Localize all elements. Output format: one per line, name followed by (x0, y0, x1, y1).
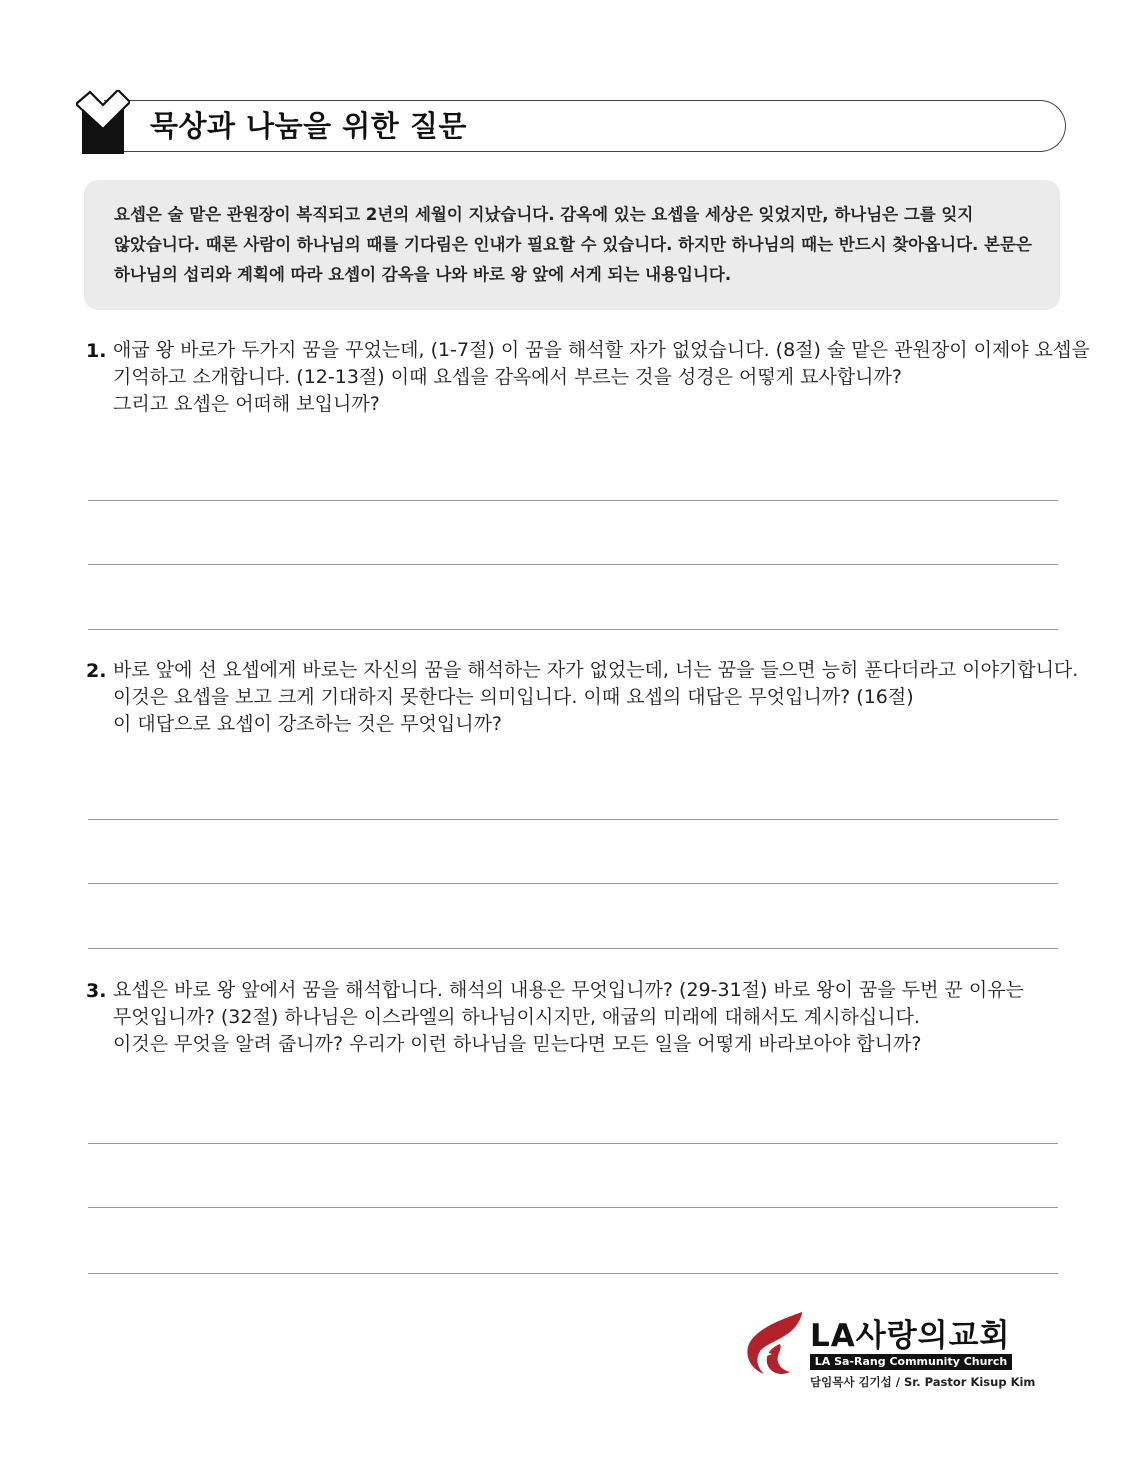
question-line: 이 대답으로 요셉이 강조하는 것은 무엇입니까? (113, 713, 503, 735)
answer-line[interactable] (88, 819, 1058, 820)
question-text (113, 980, 1058, 1061)
question-number: 3. (86, 980, 107, 1002)
answer-line[interactable] (88, 883, 1058, 884)
question-line: 그리고 요셉은 어떠해 보입니까? (113, 393, 380, 415)
intro-line: 하나님의 섭리와 계획에 따라 요셉이 감옥을 나와 바로 왕 앞에 서게 되는 내용입니다. (114, 265, 732, 284)
answer-line[interactable] (88, 1273, 1058, 1274)
intro-line: 않았습니다. 때론 사람이 하나님의 때를 기다림은 인내가 필요할 수 있습니다. 하지만 하나님의 때는 반드시 찾아옵니다. 본문은 (114, 235, 1032, 254)
answer-line[interactable] (88, 629, 1058, 630)
church-logo (742, 1308, 1036, 1392)
flame-icon (742, 1308, 808, 1380)
question-text (113, 339, 1090, 421)
answer-line[interactable] (88, 564, 1058, 565)
question-number: 1. (86, 340, 107, 362)
question-text (113, 659, 1079, 741)
answer-line[interactable] (88, 500, 1058, 501)
checkbox-icon (76, 90, 130, 156)
question-line: 이것은 요셉을 보고 크게 기대하지 못한다는 의미입니다. 이때 요셉의 대답은 무엇입니까? (16절) (113, 686, 914, 708)
question-line: 기억하고 소개합니다. (12-13절) 이때 요셉을 감옥에서 부르는 것을 성경은 어떻게 묘사합니까? (113, 366, 902, 388)
question-line: 무엇입니까? (32절) 하나님은 이스라엘의 하나님이시지만, 애굽의 미래에 대해서도 계시하십니다. (113, 1006, 920, 1028)
question-line: 요셉은 바로 왕 앞에서 꿈을 해석합니다. 해석의 내용은 무엇입니까? (29-31절) 바로 왕이 꿈을 두번 꾼 이유는 (113, 979, 1024, 1001)
intro-box (84, 180, 1060, 310)
question-line: 애굽 왕 바로가 두가지 꿈을 꾸었는데, (1-7절) 이 꿈을 해석할 자가 없었습니다. (8절) 술 맡은 관원장이 이제야 요셉을 (113, 339, 1090, 361)
logo-pastor: 담임목사 김기섭 / Sr. Pastor Kisup Kim (810, 1375, 1036, 1389)
logo-english-name: LA Sa-Rang Community Church (810, 1354, 1012, 1370)
answer-line[interactable] (88, 1143, 1058, 1144)
question-number: 2. (86, 660, 107, 682)
question-line: 바로 앞에 선 요셉에게 바로는 자신의 꿈을 해석하는 자가 없었는데, 너는 꿈을 들으면 능히 푼다더라고 이야기합니다. (113, 659, 1079, 681)
page-title: 묵상과 나눔을 위한 질문 (150, 109, 467, 143)
answer-line[interactable] (88, 1207, 1058, 1208)
question-line: 이것은 무엇을 알려 줍니까? 우리가 이런 하나님을 믿는다면 모든 일을 어떻게 바라보아야 합니까? (113, 1033, 922, 1055)
section-header (76, 90, 1066, 156)
intro-line: 요셉은 술 맡은 관원장이 복직되고 2년의 세월이 지났습니다. 감옥에 있는 요셉을 세상은 잊었지만, 하나님은 그를 잊지 (114, 205, 974, 224)
logo-name: LA사랑의교회 (810, 1318, 1011, 1354)
answer-line[interactable] (88, 948, 1058, 949)
